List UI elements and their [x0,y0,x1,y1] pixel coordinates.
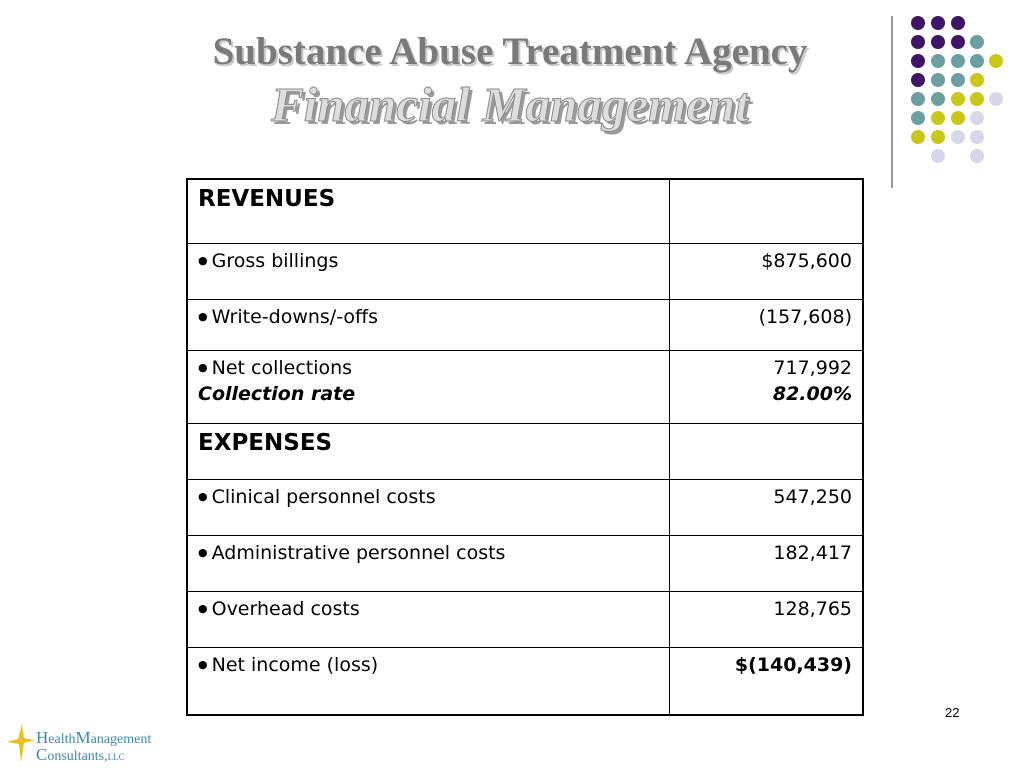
row-value: $875,600 [670,243,864,299]
dot [931,149,945,163]
bullet-icon: ● [198,489,208,503]
dot [951,35,965,49]
row-label: Overhead costs [211,597,360,620]
bullet-icon: ● [198,657,208,671]
dot [970,149,984,163]
table-row-expenses-header [187,423,863,479]
row-value: 182,417 [670,535,864,591]
row-label: Administrative personnel costs [211,541,506,564]
row-value: (157,608) [670,299,864,350]
dot [970,130,984,144]
row-label: Net collections [211,356,353,379]
dot [989,92,1003,106]
dot [911,35,925,49]
title-line-2: Financial Management [271,77,749,132]
logo-text: HealthManagement Consultants,LLC [36,728,152,764]
dot [951,130,965,144]
row-label: Gross billings [211,249,339,272]
table-row [187,591,863,647]
dot [931,35,945,49]
table-row [187,479,863,535]
row-label: Write-downs/-offs [211,305,379,328]
dot [931,16,945,30]
dot [970,73,984,87]
bullet-icon: ● [198,601,208,615]
dot [911,111,925,125]
revenues-header: REVENUES [198,186,336,212]
dot [931,130,945,144]
collection-rate-value: 82.00% [772,382,852,405]
star-icon [6,722,36,764]
dot [911,54,925,68]
row-value: 128,765 [670,591,864,647]
dot [911,16,925,30]
dot [951,111,965,125]
decorative-divider [891,16,893,188]
dot [911,73,925,87]
bullet-icon: ● [198,545,208,559]
dot [989,54,1003,68]
company-logo [6,722,176,764]
table-row-net-income [187,647,863,715]
dot [911,130,925,144]
net-income-value: $(140,439) [670,647,864,715]
table-row [187,350,863,423]
dot [951,92,965,106]
financial-table [186,178,864,716]
dot [911,92,925,106]
slide-title [100,26,920,132]
dot [931,92,945,106]
page-number: 22 [945,705,960,720]
collection-rate-label: Collection rate [198,382,356,405]
bullet-icon: ● [198,309,208,323]
dot [951,54,965,68]
dot [951,16,965,30]
bullet-icon: ● [198,360,208,374]
table-row-revenues-header [187,179,863,243]
row-label: Clinical personnel costs [211,485,436,508]
dot [951,73,965,87]
table-row [187,243,863,299]
bullet-icon: ● [198,253,208,267]
dot [931,111,945,125]
row-value: 717,992 [773,356,852,379]
dot [970,111,984,125]
table-row [187,535,863,591]
dot [931,73,945,87]
title-line-1: Substance Abuse Treatment Agency [212,30,808,73]
row-value: 547,250 [670,479,864,535]
dot [970,54,984,68]
expenses-header: EXPENSES [198,429,333,456]
row-label: Net income (loss) [211,653,379,676]
dot [970,35,984,49]
table-row [187,299,863,350]
dot [931,54,945,68]
dot [970,92,984,106]
